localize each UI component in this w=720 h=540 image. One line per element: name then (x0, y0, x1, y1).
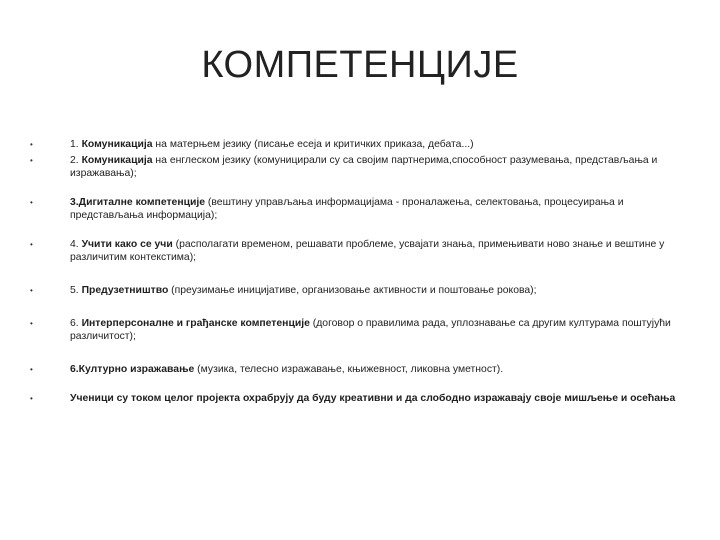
bullet-icon: • (30, 156, 33, 165)
list-item (30, 138, 680, 151)
list-item (30, 392, 680, 405)
bullet-icon: • (30, 286, 33, 295)
list-item (30, 317, 680, 343)
item-text: (договор о правилима рада, уплознавање са другим културама поштујући различитост); (70, 318, 671, 342)
slide-title: КОМПЕТЕНЦИЈЕ (201, 44, 519, 86)
item-number: 2. (70, 155, 82, 166)
item-lead: Учити како се учи (81, 239, 173, 250)
item-lead: Комуникација (81, 139, 153, 150)
item-lead: 3.Дигиталне компетенције (70, 197, 206, 208)
item-lead: Ученици су током целог пројекта охрабрују да буду креативни и да слободно изражавају своје мишљење и осећања (70, 393, 676, 404)
list-item (30, 363, 680, 376)
item-lead: Предузетништво (81, 285, 169, 296)
item-text: (музика, телесно изражавање, књижевност, ликовна уметност). (194, 364, 504, 375)
item-number: 4. (70, 239, 82, 250)
list-item (30, 196, 680, 222)
list-item (30, 284, 680, 297)
bullet-icon: • (30, 240, 33, 249)
item-number: 6. (70, 318, 82, 329)
bullet-icon: • (30, 198, 33, 207)
item-lead: Комуникација (81, 155, 153, 166)
bullet-icon: • (30, 394, 33, 403)
list-item (30, 238, 680, 264)
item-number: 1. (70, 139, 82, 150)
item-lead: Интерперсоналне и грађанске компетенције (81, 318, 310, 329)
bullet-icon: • (30, 319, 33, 328)
item-text: (располагати временом, решавати проблеме, усвајати знања, примењивати ново знање и вештине у различитим контекстима); (70, 239, 665, 263)
item-text: на енглеском језику (комуницирали су са својим партнерима,способност разумевања, представљања и изражавања); (70, 155, 658, 179)
item-number: 5. (70, 285, 82, 296)
item-lead: 6.Културно изражавање (70, 364, 195, 375)
bullet-icon: • (30, 365, 33, 374)
item-text: (преузимање иницијативе, организовање активности и поштовање рокова); (168, 285, 537, 296)
bullet-icon: • (30, 140, 33, 149)
list-item (30, 154, 680, 180)
item-text: (вештину управљања информацијама - проналажења, селектовања, процесуирања и представљања информација); (70, 197, 624, 221)
item-text: на матерњем језику (писање есеја и критичких приказа, дебата...) (152, 139, 474, 150)
competence-list (30, 138, 680, 405)
